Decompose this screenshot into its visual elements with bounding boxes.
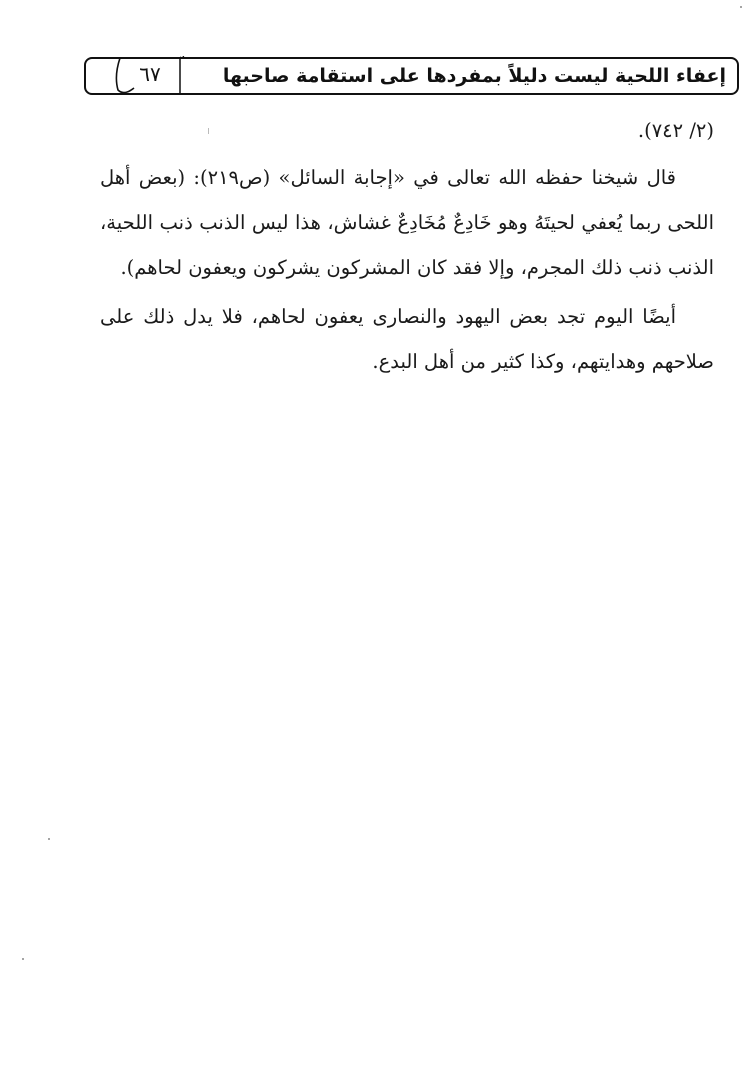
paragraph-remark: أيضًا اليوم تجد بعض اليهود والنصارى يعفون لحاهم، فلا يدل ذلك على صلاحهم وهدايتهم، وكذا كثير من أهل البدع. (100, 305, 714, 373)
running-header (84, 56, 740, 96)
scan-speck (740, 6, 742, 8)
reference-citation: (٢/ ٧٤٢). (637, 119, 714, 142)
chapter-title: إعفاء اللحية ليست دليلاً بمفردها على استقامة صاحبها (222, 65, 726, 87)
scan-speck (208, 128, 209, 134)
page-body (100, 108, 714, 384)
scan-speck (22, 958, 24, 960)
scan-speck (48, 838, 50, 840)
page-number: ٦٧ (139, 62, 161, 86)
paragraph-quote: قال شيخنا حفظه الله تعالى في «إجابة السائل» (ص٢١٩): (بعض أهل اللحى ربما يُعفي لحيتَهُ وهو خَادِعٌ مُخَادِعٌ غشاش، هذا ليس الذنب ذنب اللحية، الذنب ذنب ذلك المجرم، وإلا فقد كان المشركون يشركون ويعفون لحاهم). (100, 166, 714, 279)
